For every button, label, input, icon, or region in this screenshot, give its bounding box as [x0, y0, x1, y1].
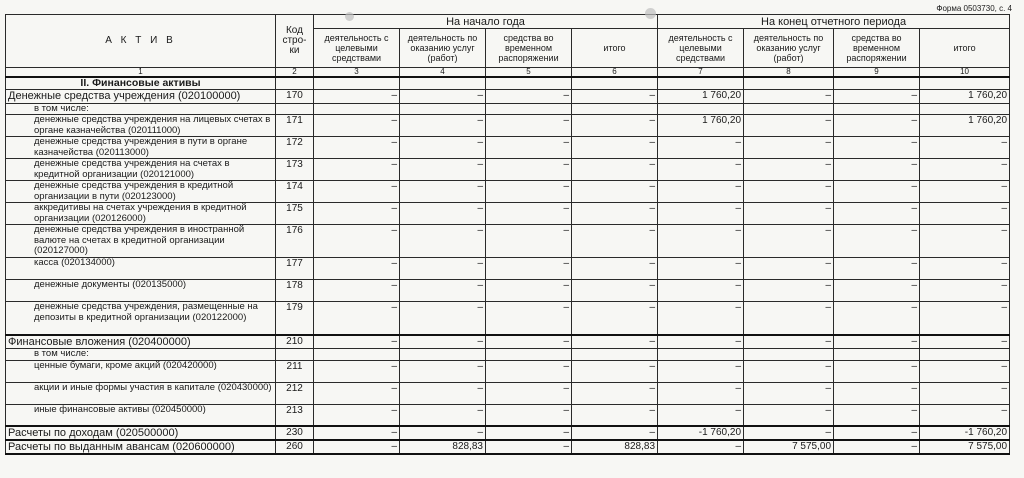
row-name: Расчеты по доходам (020500000): [6, 426, 276, 440]
value-cell: –: [400, 404, 486, 426]
value-cell: –: [314, 440, 400, 454]
value-cell: –: [834, 258, 920, 280]
row-code: 177: [276, 258, 314, 280]
value-cell: –: [572, 382, 658, 404]
value-cell: –: [744, 404, 834, 426]
value-cell: –: [834, 382, 920, 404]
row-code: 179: [276, 302, 314, 335]
row-code: 173: [276, 159, 314, 181]
value-cell: –: [744, 360, 834, 382]
value-cell: –: [744, 115, 834, 137]
col-number: 4: [400, 68, 486, 78]
value-cell: [834, 103, 920, 115]
value-cell: 1 760,20: [920, 89, 1010, 103]
value-cell: –: [744, 426, 834, 440]
value-cell: –: [572, 302, 658, 335]
value-cell: –: [920, 280, 1010, 302]
table-row: [6, 382, 1010, 404]
value-cell: –: [486, 159, 572, 181]
col-number: 6: [572, 68, 658, 78]
col-header: средства во временном распоряжении: [486, 29, 572, 68]
row-code: 175: [276, 203, 314, 225]
value-cell: –: [920, 360, 1010, 382]
col-header: деятельность по оказанию услуг (работ): [400, 29, 486, 68]
code-header: Код стро-ки: [276, 15, 314, 68]
form-label: Форма 0503730, с. 4: [936, 4, 1012, 13]
value-cell: –: [658, 258, 744, 280]
value-cell: –: [920, 404, 1010, 426]
row-code: 176: [276, 225, 314, 258]
value-cell: –: [314, 225, 400, 258]
table-row: [6, 440, 1010, 454]
value-cell: –: [572, 280, 658, 302]
value-cell: –: [572, 258, 658, 280]
row-code: 213: [276, 404, 314, 426]
value-cell: –: [658, 159, 744, 181]
row-name: денежные средства учреждения в пути в органе казначейства (020113000): [6, 137, 276, 159]
row-name: в том числе:: [6, 103, 276, 115]
value-cell: –: [744, 280, 834, 302]
value-cell: –: [314, 203, 400, 225]
value-cell: –: [314, 382, 400, 404]
table-row: [6, 89, 1010, 103]
value-cell: 828,83: [572, 440, 658, 454]
value-cell: –: [920, 302, 1010, 335]
value-cell: –: [486, 335, 572, 349]
aktiv-header: А К Т И В: [6, 15, 276, 68]
col-header: итого: [920, 29, 1010, 68]
value-cell: –: [834, 404, 920, 426]
value-cell: [834, 349, 920, 361]
value-cell: –: [400, 181, 486, 203]
value-cell: –: [486, 426, 572, 440]
value-cell: –: [400, 203, 486, 225]
col-header: итого: [572, 29, 658, 68]
value-cell: [920, 349, 1010, 361]
value-cell: –: [744, 181, 834, 203]
value-cell: [400, 349, 486, 361]
value-cell: –: [314, 137, 400, 159]
value-cell: –: [314, 404, 400, 426]
value-cell: –: [744, 203, 834, 225]
value-cell: –: [834, 137, 920, 159]
value-cell: –: [744, 258, 834, 280]
table-row: [6, 426, 1010, 440]
value-cell: –: [400, 426, 486, 440]
table-row: [6, 349, 1010, 361]
col-number: 9: [834, 68, 920, 78]
begin-year-header: На начало года: [314, 15, 658, 29]
value-cell: –: [572, 360, 658, 382]
value-cell: –: [920, 258, 1010, 280]
row-code: 171: [276, 115, 314, 137]
row-code: [276, 103, 314, 115]
value-cell: [658, 349, 744, 361]
value-cell: –: [400, 137, 486, 159]
section-title: II. Финансовые активы: [6, 77, 276, 89]
row-code: 211: [276, 360, 314, 382]
table-row: [6, 404, 1010, 426]
value-cell: –: [314, 280, 400, 302]
value-cell: –: [744, 302, 834, 335]
row-code: 260: [276, 440, 314, 454]
punch-mark: [645, 8, 656, 19]
value-cell: –: [658, 302, 744, 335]
value-cell: [314, 103, 400, 115]
value-cell: –: [314, 302, 400, 335]
value-cell: –: [314, 360, 400, 382]
row-name: ценные бумаги, кроме акций (020420000): [6, 360, 276, 382]
row-code: 212: [276, 382, 314, 404]
table-row: [6, 115, 1010, 137]
value-cell: [572, 349, 658, 361]
value-cell: –: [314, 89, 400, 103]
row-name: денежные средства учреждения в иностранной валюте на счетах в кредитной организации (020127000): [6, 225, 276, 258]
row-name: денежные средства учреждения на счетах в кредитной организации (020121000): [6, 159, 276, 181]
value-cell: [744, 349, 834, 361]
value-cell: –: [486, 137, 572, 159]
value-cell: –: [400, 382, 486, 404]
table-row: [6, 335, 1010, 349]
value-cell: –: [658, 280, 744, 302]
value-cell: –: [314, 159, 400, 181]
value-cell: –: [400, 258, 486, 280]
value-cell: –: [658, 404, 744, 426]
value-cell: –: [572, 335, 658, 349]
value-cell: –: [572, 181, 658, 203]
value-cell: –: [486, 89, 572, 103]
value-cell: –: [486, 203, 572, 225]
col-number: 8: [744, 68, 834, 78]
value-cell: –: [486, 360, 572, 382]
value-cell: –: [920, 203, 1010, 225]
value-cell: –: [400, 159, 486, 181]
value-cell: –: [834, 440, 920, 454]
value-cell: 1 760,20: [658, 115, 744, 137]
value-cell: –: [658, 360, 744, 382]
value-cell: –: [486, 382, 572, 404]
table-row: [6, 225, 1010, 258]
col-number: 3: [314, 68, 400, 78]
value-cell: –: [658, 335, 744, 349]
value-cell: –: [658, 440, 744, 454]
value-cell: –: [486, 181, 572, 203]
value-cell: –: [920, 335, 1010, 349]
col-number: 5: [486, 68, 572, 78]
value-cell: –: [400, 280, 486, 302]
row-name: денежные средства учреждения на лицевых счетах в органе казначейства (020111000): [6, 115, 276, 137]
value-cell: –: [744, 335, 834, 349]
value-cell: –: [400, 360, 486, 382]
value-cell: [920, 103, 1010, 115]
value-cell: [400, 103, 486, 115]
table-row: [6, 258, 1010, 280]
col-number: 7: [658, 68, 744, 78]
value-cell: 1 760,20: [920, 115, 1010, 137]
col-header: деятельность с целевыми средствами: [658, 29, 744, 68]
value-cell: –: [744, 137, 834, 159]
value-cell: –: [572, 203, 658, 225]
value-cell: 1 760,20: [658, 89, 744, 103]
row-name: Денежные средства учреждения (020100000): [6, 89, 276, 103]
row-code: [276, 349, 314, 361]
value-cell: –: [486, 302, 572, 335]
value-cell: –: [400, 89, 486, 103]
table-row: [6, 302, 1010, 335]
value-cell: –: [920, 159, 1010, 181]
col-header: деятельность по оказанию услуг (работ): [744, 29, 834, 68]
value-cell: –: [314, 115, 400, 137]
row-code: 174: [276, 181, 314, 203]
row-code: 230: [276, 426, 314, 440]
value-cell: –: [658, 382, 744, 404]
value-cell: –: [834, 159, 920, 181]
value-cell: –: [314, 426, 400, 440]
value-cell: –: [834, 426, 920, 440]
value-cell: –: [744, 382, 834, 404]
value-cell: [572, 103, 658, 115]
value-cell: –: [658, 181, 744, 203]
value-cell: –: [834, 225, 920, 258]
financial-assets-table: [5, 14, 1010, 455]
value-cell: –: [834, 115, 920, 137]
value-cell: 7 575,00: [744, 440, 834, 454]
value-cell: –: [744, 225, 834, 258]
value-cell: –: [314, 181, 400, 203]
value-cell: –: [400, 225, 486, 258]
value-cell: –: [486, 404, 572, 426]
col-number: 2: [276, 68, 314, 78]
value-cell: –: [572, 137, 658, 159]
col-number: 1: [6, 68, 276, 78]
table-row: [6, 280, 1010, 302]
value-cell: [486, 349, 572, 361]
table-row: [6, 137, 1010, 159]
value-cell: –: [920, 181, 1010, 203]
value-cell: 7 575,00: [920, 440, 1010, 454]
row-code: 172: [276, 137, 314, 159]
value-cell: –: [834, 280, 920, 302]
value-cell: –: [572, 159, 658, 181]
value-cell: –: [658, 225, 744, 258]
value-cell: –: [572, 89, 658, 103]
value-cell: –: [920, 225, 1010, 258]
row-code: 210: [276, 335, 314, 349]
value-cell: –: [400, 302, 486, 335]
value-cell: 828,83: [400, 440, 486, 454]
value-cell: –: [572, 225, 658, 258]
value-cell: –: [834, 203, 920, 225]
value-cell: –: [834, 89, 920, 103]
col-number: 10: [920, 68, 1010, 78]
value-cell: –: [572, 426, 658, 440]
row-name: денежные средства учреждения в кредитной организации в пути (020123000): [6, 181, 276, 203]
row-name: акции и иные формы участия в капитале (020430000): [6, 382, 276, 404]
row-name: в том числе:: [6, 349, 276, 361]
row-name: Расчеты по выданным авансам (020600000): [6, 440, 276, 454]
value-cell: –: [744, 159, 834, 181]
value-cell: –: [834, 360, 920, 382]
row-name: Финансовые вложения (020400000): [6, 335, 276, 349]
value-cell: –: [486, 280, 572, 302]
value-cell: –: [744, 89, 834, 103]
value-cell: –: [486, 258, 572, 280]
punch-mark: [345, 12, 354, 21]
value-cell: –: [920, 137, 1010, 159]
col-header: деятельность с целевыми средствами: [314, 29, 400, 68]
value-cell: –: [486, 115, 572, 137]
row-name: денежные средства учреждения, размещенные на депозиты в кредитной организации (020122000): [6, 302, 276, 335]
value-cell: [744, 103, 834, 115]
value-cell: -1 760,20: [658, 426, 744, 440]
value-cell: –: [658, 203, 744, 225]
value-cell: –: [572, 404, 658, 426]
table-row: [6, 203, 1010, 225]
row-name: касса (020134000): [6, 258, 276, 280]
value-cell: –: [834, 335, 920, 349]
row-name: иные финансовые активы (020450000): [6, 404, 276, 426]
row-code: 170: [276, 89, 314, 103]
table-row: [6, 181, 1010, 203]
value-cell: –: [486, 225, 572, 258]
value-cell: –: [658, 137, 744, 159]
end-period-header: На конец отчетного периода: [658, 15, 1010, 29]
value-cell: -1 760,20: [920, 426, 1010, 440]
value-cell: –: [920, 382, 1010, 404]
value-cell: –: [400, 115, 486, 137]
table-row: [6, 360, 1010, 382]
row-name: аккредитивы на счетах учреждения в кредитной организации (020126000): [6, 203, 276, 225]
value-cell: –: [834, 181, 920, 203]
row-name: денежные документы (020135000): [6, 280, 276, 302]
value-cell: [314, 349, 400, 361]
value-cell: –: [572, 115, 658, 137]
value-cell: –: [834, 302, 920, 335]
value-cell: –: [486, 440, 572, 454]
value-cell: [658, 103, 744, 115]
table-row: [6, 103, 1010, 115]
value-cell: –: [314, 258, 400, 280]
value-cell: [486, 103, 572, 115]
table-row: [6, 159, 1010, 181]
value-cell: –: [314, 335, 400, 349]
col-header: средства во временном распоряжении: [834, 29, 920, 68]
row-code: 178: [276, 280, 314, 302]
value-cell: –: [400, 335, 486, 349]
